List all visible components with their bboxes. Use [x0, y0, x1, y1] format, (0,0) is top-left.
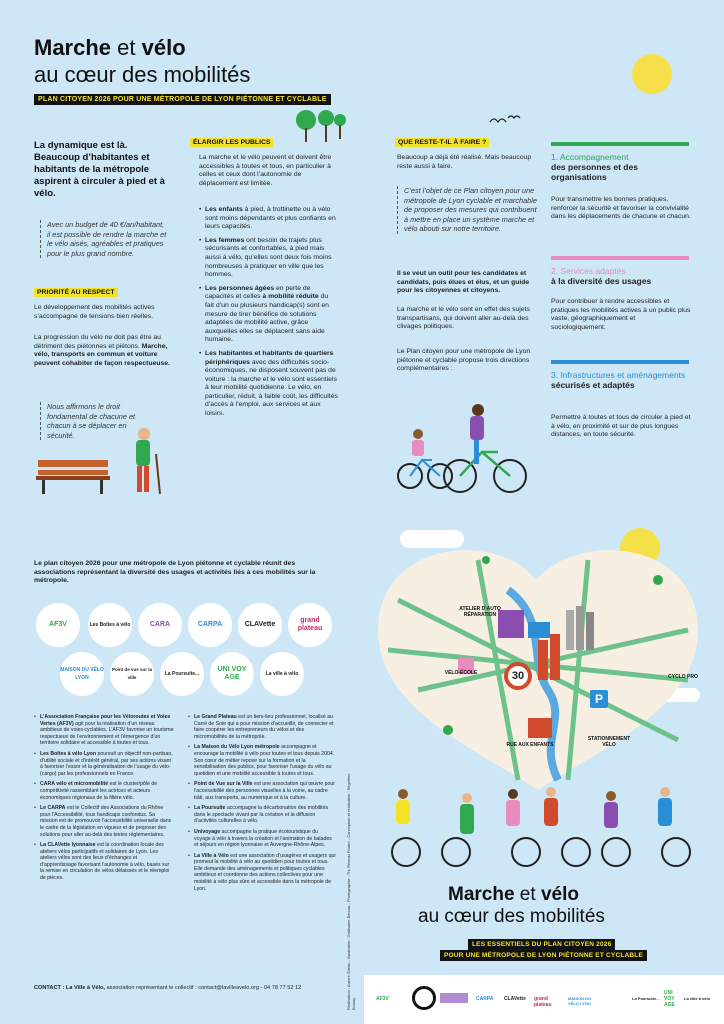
city-map-illustration [358, 540, 724, 790]
footer-banner-2: POUR UNE MÉTROPOLE DE LYON PIÉTONNE ET CYCLABLE [440, 950, 647, 961]
list-item: • La Maison du Vélo Lyon métropole accompagne et encourage la mobilité à vélo pour toutes et tous depuis 2004. Son cœur de métier repose sur la formation et la sensibilisation des publics, pour favoriser l’usage du vélo au quotidien et une mobilité accessible à toutes et tous. [188, 744, 336, 777]
todo-p1: Beaucoup a déjà été réalisé. Mais beaucoup reste aussi à faire. [397, 154, 532, 170]
contact-line: CONTACT : La Ville à Vélo, association représentant le collectif : contact@lavilleavelo.org - 04 78 77 52 12 [34, 985, 302, 991]
logo-carpa: CARPA [188, 603, 232, 647]
trees-illustration [292, 108, 352, 144]
todo-p3: Le Plan citoyen pour une métropole de Lyon piétonne et cyclable propose trois directions complémentaires : [397, 348, 531, 373]
plan-quote: C’est l’objet de ce Plan citoyen pour une métropole de Lyon cyclable et marchable de proposer des mesures qui contribuent à mettre en place un système marche et vélo abouti sur notre territoire. [397, 186, 537, 234]
list-item: • Les femmes ont besoin de trajets plus sécurisants et confortables, à pied mais aussi à vélo, qu’elles sont deux fois moins nombreuses à pratiquer en ville que les hommes. [199, 237, 339, 280]
list-item: • Les habitantes et habitants de quartiers périphériques avec des difficultés socio-économiques, ne disposent souvent pas de voiture : la marche et le vélo sont essentiels à leur mobilité quotidienne. Le vélo, en particulier, réduit, à faible coût, les difficultés d’accès à l’emploi, aux services et aux loisirs. [199, 350, 339, 419]
logo-maison-du-velo: MAISON DU VÉLO LYON [60, 652, 104, 696]
page-title: Marche et vélo [34, 35, 186, 60]
todo-bold: Il se veut un outil pour les candidates et candidats, puis élues et élus, et un guide pour les citoyennes et citoyens. [397, 270, 530, 295]
cyclists-illustration [390, 400, 540, 495]
section-2-title: 2. Services adaptés à la diversité des usages [551, 266, 652, 286]
logo-grand-plateau: grand plateau [288, 603, 332, 647]
priority-p2: La progression du vélo ne doit pas être au détriment des piétonnes et piétons. Marche, vélo, transports en commun et voiture peuvent cohabiter de façon respectueuse. [34, 334, 170, 367]
logo-univoyage: UNI VOY AGE [210, 652, 254, 696]
todo-title: QUE RESTE-T-IL À FAIRE ? [395, 138, 489, 147]
publics-intro: La marche et le vélo peuvent et doivent être accessibles à toutes et tous, en particulier à celles et ceux dont l’autonomie de déplacement est limitée. [199, 154, 332, 187]
birds-icon [488, 112, 524, 130]
logo-boites-a-velo: Les Boîtes à vélo [88, 603, 132, 647]
footer-logo-af3v: AF3V [376, 996, 389, 1002]
publics-list [199, 206, 339, 424]
section-2-bar [551, 256, 689, 260]
parking-sign: P [590, 690, 608, 708]
list-item: • Le Grand Plateau est un tiers-lieu professionnel, localisé au Carré de Soie qui a pour mission d’accueillir, de connecter et faire coopérer les entrepreneurs du vélos et des micromobilités de la métropole. [188, 714, 336, 740]
footer-logo-grand-plateau: grand plateau [534, 996, 552, 1008]
logo-cara: CARA [138, 603, 182, 647]
list-item: • CARA vélo et micromobilité est le cluster/pôle de compétitivité rassemblant les actrices et acteurs économiques régionaux de la filière vélo. [34, 781, 174, 801]
footer-logo-ville-a-velo: La ville à vélo [684, 996, 711, 1001]
section-1-body: Pour transmettre les bonnes pratiques, renforcer la sécurité et favoriser la convivialité dans les déplacements de chacune et chacun. [551, 196, 691, 221]
list-item: • Univoyage accompagne la pratique écotouristique du voyage à vélo à travers la création et l’animation de balades et séjours en région lyonnaise et Auvergne-Rhône-Alpes. [188, 829, 336, 849]
footer-logo-la-poursuite: La Poursuite... [632, 996, 660, 1001]
associations-left [34, 714, 174, 886]
list-item: • La Ville à Vélo est une association d’usagères et usagers qui promeut la mobilité à vélo au quotidien pour toutes et tous. Elle demande des aménagements et politiques cyclables ambitieux et coordonne des actions collectives pour une mobilité à vélo plus sûre et accessible dans la métropole de Lyon. [188, 853, 336, 893]
logo-point-de-vue: Point de vue sur la ville [110, 652, 154, 696]
logo-clavette: CLAVette [238, 603, 282, 647]
section-2-body: Pour contribuer à rendre accessibles et pratiques les mobilités actives à un public plus vaste, géographiquement et sociologiquement. [551, 298, 691, 331]
section-1-bar [551, 142, 689, 146]
footer-subtitle: au cœur des mobilités [418, 906, 605, 927]
map-label-stationnement: STATIONNEMENT VÉLO [587, 736, 631, 748]
logo-af3v: AF3V [36, 603, 80, 647]
section-3-bar [551, 360, 689, 364]
lead-text: La dynamique est là. Beaucoup d’habitantes et habitants de la métropole aspirent à circuler à pied et à vélo. [34, 140, 165, 199]
todo-p2: La marche et le vélo sont en effet des sujets transpartisans, qui doivent aller au-delà des clivages politiques. [397, 306, 530, 331]
list-item: • Les Boîtes à vélo Lyon poursuit un objectif non-partisan, d’utilité sociale et d’intérêt général, par ses actions visant à favoriser l’essor et la généralisation de l’usage du vélo-(cargo) par les professionnels en France. [34, 751, 174, 777]
list-item: • Le CARPA est le Collectif des Associations du Rhône pour l’Accessibilité, tous handicaps confondus. Sa mission est de promouvoir l’accessibilité universelle dans le cadre de la législation en vigueur et de proposer des solutions pour aller au-delà des textes réglementaires. [34, 805, 174, 838]
budget-quote: Avec un budget de 40 €/an/habitant, il est possible de rendre la marche et le vélo aisés, agréables et pratiques pour le plus grand nombre. [40, 220, 168, 258]
footer-logo-univoyage: UNI VOY AGE [664, 990, 675, 1008]
footer-logo-cara [440, 993, 468, 1003]
list-item: • Les enfants à pied, à trottinette ou à vélo sont moins dépendants et plus confiants en leurs capacités. [199, 206, 339, 232]
map-label-rue-aux-enfants: RUE AUX ENFANTS [506, 742, 554, 748]
list-item: • La Poursuite accompagne la décarbonation des mobilités dans le spectacle vivant par la création et la diffusion d’activités culturelles à vélo. [188, 805, 336, 825]
associations-right [188, 714, 336, 896]
map-label-cyclo-pro: CYCLO PRO [668, 674, 698, 680]
section-1-title: 1. Accompagnement des personnes et des organisations [551, 152, 638, 182]
footer-logo-boites-a-velo [412, 986, 436, 1010]
credits: Réalisation : Aurore Galvin - Illustration : Guillaume Bercau - Photographie : Thr Réseau Poutre - Conception et réalisation : Ségolène Boulay [346, 773, 356, 1010]
publics-title: ÉLARGIR LES PUBLICS [190, 138, 273, 147]
map-label-atelier: ATELIER D’AUTO RÉPARATION [459, 606, 501, 618]
logo-la-poursuite: La Poursuite... [160, 652, 204, 696]
collective-intro: Le plan citoyen 2026 pour une métropole de Lyon piétonne et cyclable réunit des associations représentant la diversité des usages et activités liés à ces mobilités sur la métropole. [34, 560, 316, 585]
priority-p1: Le développement des mobilités actives s’accompagne de tensions bien réelles. [34, 304, 155, 320]
page-subtitle: au cœur des mobilités [34, 62, 251, 87]
footer-logo-maison-du-velo: MAISON DU VÉLO LYON [568, 996, 591, 1006]
logo-ville-a-velo: La ville à vélo [260, 652, 304, 696]
list-item: • L’Association Française pour les Véloroutes et Voies Vertes (AF3V) agit pour la réalisation d’un réseau ambitieux de voies cyclables. L’AF3V favorise un tourisme respectueux de l’environnement et l’émergence d’un territoire solidaire et accessible à toutes et tous. [34, 714, 174, 747]
footer-banner-1: LES ESSENTIELS DU PLAN CITOYEN 2026 [468, 939, 615, 950]
footer-logo-clavette: CLAVette [504, 996, 526, 1002]
map-label-velo-ecole: VÉLO-ÉCOLE [444, 670, 478, 676]
footer-logo-carpa: CARPA [476, 996, 494, 1002]
header-banner: PLAN CITOYEN 2026 POUR UNE MÉTROPOLE DE LYON PIÉTONNE ET CYCLABLE [34, 94, 331, 105]
speed-limit-sign: 30 [504, 662, 532, 690]
section-3-title: 3. Infrastructures et aménagements sécurisés et adaptés [551, 370, 686, 390]
sun-illustration [632, 54, 672, 94]
bench-elderly-illustration [34, 420, 174, 500]
priority-title: PRIORITÉ AU RESPECT [34, 288, 118, 297]
cyclists-group-illustration [376, 780, 716, 870]
list-item: • Point de Vue sur la Ville est une association qui œuvre pour l’accessibilité des personnes visuelles à la voirie, au cadre bâti, aux transports, au numérique et à la culture. [188, 781, 336, 801]
footer-title: Marche et vélo [448, 884, 579, 905]
section-3-body: Permettre à toutes et tous de circuler à pied et à vélo, en proximité et sur de plus longues distances, en toute sécurité. [551, 414, 691, 439]
list-item: • Les personnes âgées en perte de capacités et celles à mobilité réduite du fait d’un ou plusieurs handicap(s) sont en mesure de tirer bénéfice de solutions adaptées de mobilité active, grâce auxquelles elles se déplacent sans aide humaine. [199, 285, 339, 345]
right-quote: Nous affirmons le droit fondamental de chacune et chacun à se déplacer en sécurité. [40, 402, 150, 440]
list-item: • La CLAVette lyonnaise est la coordination locale des ateliers vélos participatifs et solidaires de Lyon. Les ateliers vélos sont des lieux d’échanges et d’apprentissage favorisant l’autonomie à vélo, basés sur la remise en circulation de vélos délaissés et le réemploi de pièces. [34, 842, 174, 882]
